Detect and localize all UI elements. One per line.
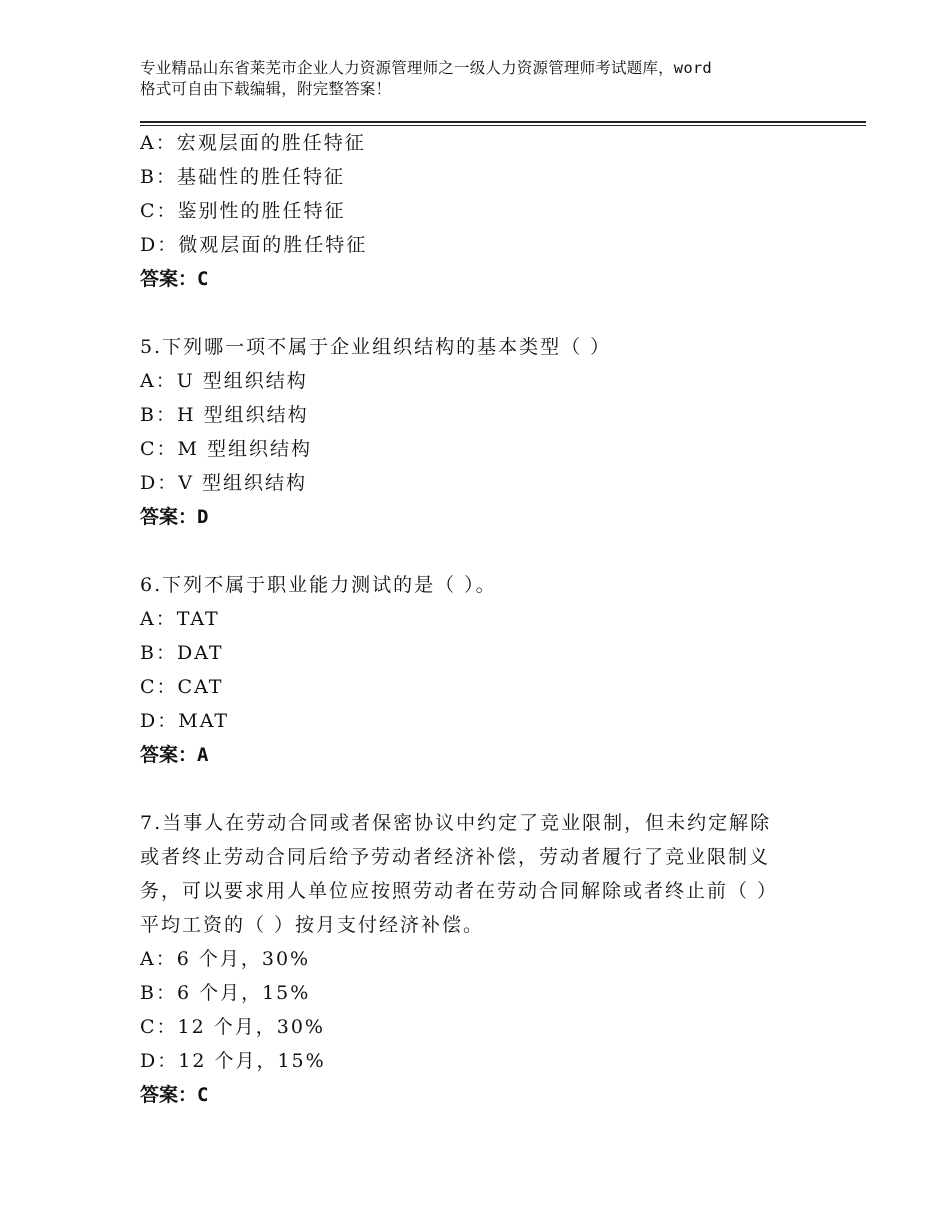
q7-answer [140,1078,840,1112]
question-list [140,126,840,1112]
question-6-block [140,568,840,772]
q7-question-line-4: 平均工资的（ ）按月支付经济补偿。 [140,914,485,936]
header-rule-thick [140,121,866,123]
document-header [140,58,830,100]
question-5-block [140,330,840,534]
q6-option-b: B：DAT [140,642,224,664]
header-title-line-1: 专业精品山东省莱芜市企业人力资源管理师之一级人力资源管理师考试题库，word [140,59,712,77]
q7-option-b: B：6 个月，15% [140,982,311,1004]
q7-option-a: A：6 个月，30% [140,948,311,970]
answer-value: A [197,744,209,766]
q7-question-line-2: 或者终止劳动合同后给予劳动者经济补偿，劳动者履行了竞业限制义 [140,846,771,868]
q5-answer [140,500,840,534]
q6-question-text: 6.下列不属于职业能力测试的是（ ）。 [140,574,497,596]
q5-question-text: 5.下列哪一项不属于企业组织结构的基本类型（ ） [140,336,612,358]
q4-option-a: A：宏观层面的胜任特征 [140,132,366,154]
q6-option-d: D：MAT [140,710,230,732]
question-4-block [140,126,840,296]
q7-option-d: D：12 个月，15% [140,1050,326,1072]
q4-option-d: D：微观层面的胜任特征 [140,234,368,256]
q6-option-a: A：TAT [140,608,220,630]
q7-question-line-1: 7.当事人在劳动合同或者保密协议中约定了竞业限制，但未约定解除 [140,812,772,834]
q4-option-c: C：鉴别性的胜任特征 [140,200,346,222]
q5-option-b: B：H 型组织结构 [140,404,309,426]
q5-option-d: D：V 型组织结构 [140,472,307,494]
q6-answer [140,738,840,772]
answer-value: D [197,506,209,528]
question-7-block [140,806,840,1112]
answer-value: C [197,268,209,290]
answer-label: 答案： [140,744,198,766]
q4-option-b: B：基础性的胜任特征 [140,166,345,188]
q4-answer [140,262,840,296]
answer-label: 答案： [140,506,198,528]
q7-question-line-3: 务，可以要求用人单位应按照劳动者在劳动合同解除或者终止前（ ） [140,880,779,902]
answer-label: 答案： [140,268,198,290]
answer-label: 答案： [140,1084,198,1106]
q7-option-c: C：12 个月，30% [140,1016,325,1038]
q5-option-a: A：U 型组织结构 [140,370,308,392]
q6-option-c: C：CAT [140,676,224,698]
header-title-line-2: 格式可自由下载编辑，附完整答案！ [140,80,392,98]
q5-option-c: C：M 型组织结构 [140,438,313,460]
answer-value: C [197,1084,209,1106]
